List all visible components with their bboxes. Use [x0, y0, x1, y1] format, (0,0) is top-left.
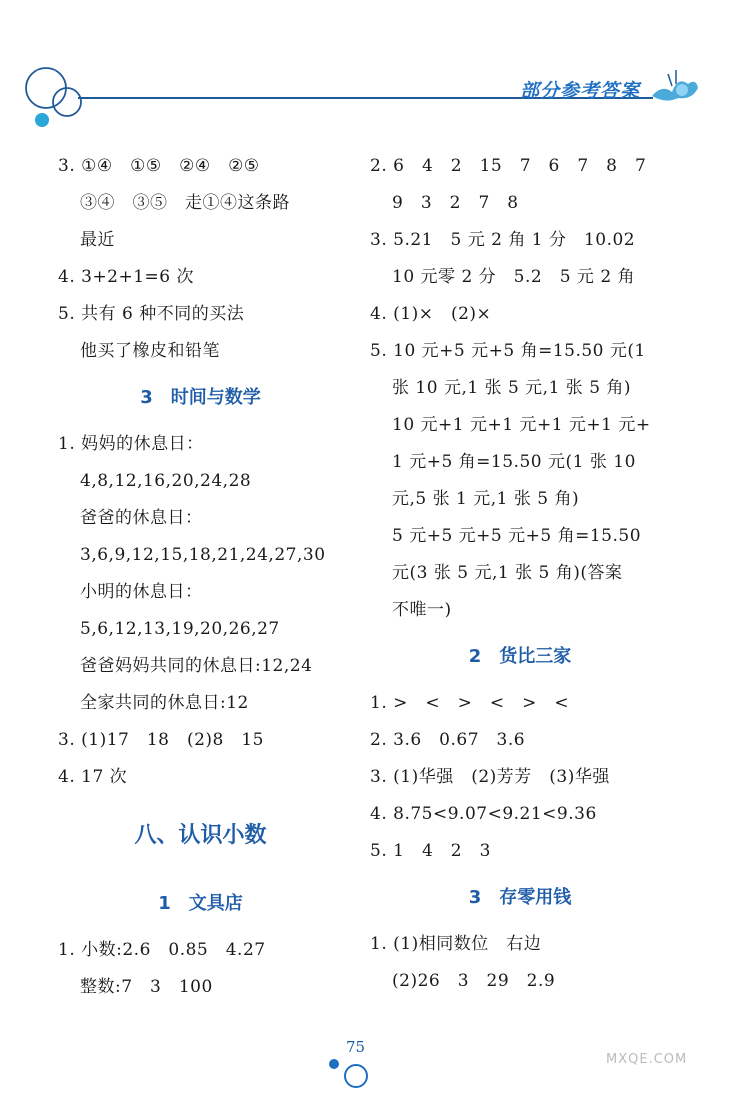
answer-line: 3. 5.21 5 元 2 角 1 分 10.02	[370, 230, 636, 250]
answer-line: 4,8,12,16,20,24,28	[80, 471, 252, 491]
answer-line: 3. ①④ ①⑤ ②④ ②⑤	[58, 156, 260, 176]
answer-line: 整数:7 3 100	[80, 977, 213, 997]
answer-line: 2. 3.6 0.67 3.6	[370, 730, 526, 750]
answer-line: 3. (1)华强 (2)芳芳 (3)华强	[370, 767, 610, 787]
section-heading: 3 时间与数学	[140, 387, 261, 408]
answer-line: 4. 17 次	[58, 767, 128, 787]
answer-line: (2)26 3 29 2.9	[392, 971, 556, 991]
page-number-decoration	[326, 1050, 376, 1090]
flower-decoration-icon	[648, 66, 700, 106]
answer-line: ③④ ③⑤ 走①④这条路	[80, 193, 290, 213]
right-column	[370, 148, 670, 1000]
answer-line: 1. (1)相同数位 右边	[370, 934, 542, 954]
answer-line: 4. 8.75<9.07<9.21<9.36	[370, 804, 597, 824]
answer-line: 元(3 张 5 元,1 张 5 角)(答案	[392, 563, 623, 583]
watermark: MXQE.COM	[606, 1052, 688, 1067]
chapter-heading: 八、认识小数	[134, 823, 267, 848]
answer-line: 5 元+5 元+5 元+5 角=15.50	[392, 526, 642, 546]
answer-line: 1 元+5 角=15.50 元(1 张 10	[392, 452, 636, 472]
answer-line: 4. (1)× (2)×	[370, 304, 492, 324]
section-heading: 2 货比三家	[468, 646, 572, 667]
answer-line: 2. 6 4 2 15 7 6 7 8 7	[370, 156, 647, 176]
answer-line: 3,6,9,12,15,18,21,24,27,30	[80, 545, 326, 565]
answer-line: 元,5 张 1 元,1 张 5 角)	[392, 489, 580, 509]
answer-line: 小明的休息日：	[80, 582, 203, 602]
answer-line: 9 3 2 7 8	[392, 193, 519, 213]
answer-line: 1. 小数:2.6 0.85 4.27	[58, 940, 266, 960]
answer-line: 5. 共有 6 种不同的买法	[58, 304, 245, 324]
header-title: 部分参考答案	[520, 80, 641, 102]
answer-line: 5. 1 4 2 3	[370, 841, 491, 861]
page-number: 75	[346, 1038, 366, 1056]
answer-line: 全家共同的休息日:12	[80, 693, 249, 713]
answer-line: 他买了橡皮和铅笔	[80, 341, 220, 361]
answer-line: 1. > < > < > <	[370, 693, 570, 713]
answer-line: 4. 3+2+1=6 次	[58, 267, 195, 287]
answer-line: 10 元+1 元+1 元+1 元+1 元+	[392, 415, 651, 435]
answer-line: 1. 妈妈的休息日：	[58, 434, 204, 454]
section-heading: 3 存零用钱	[468, 887, 572, 908]
section-heading: 1 文具店	[158, 893, 243, 914]
answer-line: 张 10 元,1 张 5 元,1 张 5 角)	[392, 378, 632, 398]
answer-line: 5. 10 元+5 元+5 角=15.50 元(1	[370, 341, 646, 361]
answer-line: 10 元零 2 分 5.2 5 元 2 角	[392, 267, 636, 287]
answer-line: 5,6,12,13,19,20,26,27	[80, 619, 280, 639]
answer-line: 最近	[80, 230, 115, 250]
answer-line: 爸爸的休息日：	[80, 508, 203, 528]
left-column	[58, 148, 343, 1006]
answer-line: 爸爸妈妈共同的休息日:12,24	[80, 656, 313, 676]
answer-line: 3. (1)17 18 (2)8 15	[58, 730, 264, 750]
answer-line: 不唯一)	[392, 600, 452, 620]
